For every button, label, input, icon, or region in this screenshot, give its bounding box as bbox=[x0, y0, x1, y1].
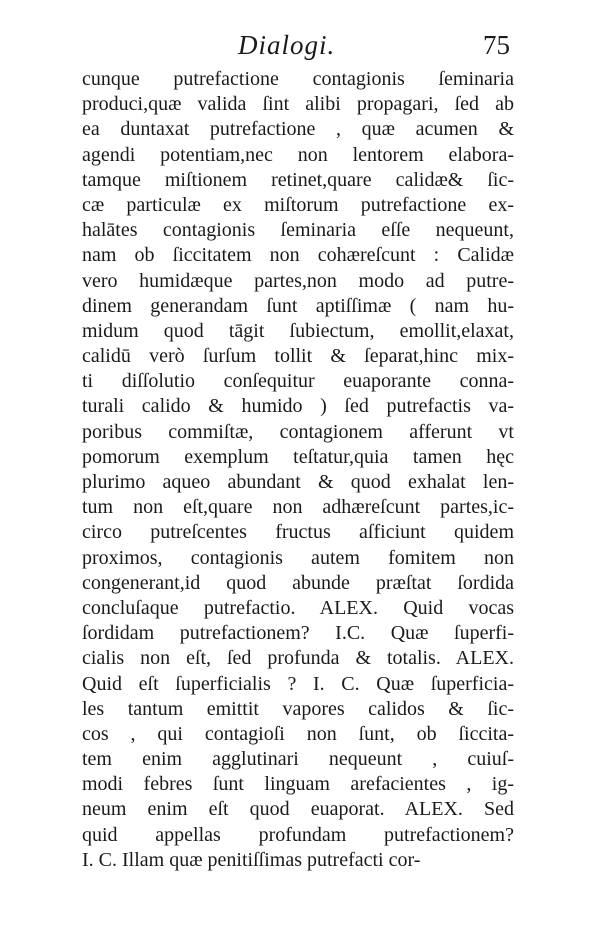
text-line: les tantum emittit vapores calidos & ſic- bbox=[82, 697, 514, 720]
text-line: tamque miſtionem retinet,quare calidæ& ſic- bbox=[82, 168, 514, 191]
text-line: pomorum exemplum teſtatur,quia tamen hęc bbox=[82, 445, 514, 468]
text-line: produci,quæ valida ſint alibi propagari, ſed ab bbox=[82, 93, 514, 116]
body-text bbox=[82, 67, 514, 873]
text-line: tem enim agglutinari nequeunt , cuiuſ- bbox=[82, 748, 514, 771]
text-line: cunque putrefactione contagionis ſeminaria bbox=[82, 68, 514, 90]
text-line: cos , qui contagioſi non ſunt, ob ſiccita- bbox=[82, 722, 514, 745]
text-line: ea duntaxat putrefactione , quæ acumen & bbox=[82, 118, 514, 141]
text-line: nam ob ſiccitatem non cohæreſcunt : Calidæ bbox=[82, 244, 514, 267]
text-line: agendi potentiam,nec non lentorem elabora- bbox=[82, 143, 514, 166]
page-number: 75 bbox=[483, 30, 510, 60]
text-line: tum non eſt,quare non adhæreſcunt partes,ic- bbox=[82, 496, 514, 519]
text-line: turali calido & humido ) ſed putrefactis va- bbox=[82, 395, 514, 418]
text-line: halātes contagionis ſeminaria eſſe nequeunt, bbox=[82, 219, 514, 242]
running-head bbox=[80, 30, 510, 70]
text-line: plurimo aqueo abundant & quod exhalat len- bbox=[82, 471, 514, 493]
text-line: ſordidam putrefactionem? I.C. Quæ ſuperfi- bbox=[82, 622, 514, 645]
text-line: calidū verò ſurſum tollit & ſeparat,hinc mix- bbox=[82, 345, 514, 368]
text-line: midum quod tāgit ſubiectum, emollit,elaxat, bbox=[82, 319, 514, 342]
text-line: vero humidæque partes,non modo ad putre- bbox=[82, 269, 514, 292]
text-line: proximos, contagionis autem fomitem non bbox=[82, 546, 514, 569]
text-line: poribus commiſtæ, contagionem afferunt vt bbox=[82, 420, 514, 443]
text-line: modi febres ſunt linguam arefacientes , ig- bbox=[82, 773, 514, 796]
text-line: neum enim eſt quod euaporat. ALEX. Sed bbox=[82, 798, 514, 821]
text-line: congenerant,id quod abunde præſtat ſordida bbox=[82, 571, 514, 594]
text-line: quid appellas profundam putrefactionem? bbox=[82, 823, 514, 846]
running-title: Dialogi. bbox=[238, 30, 336, 60]
text-line: cæ particulæ ex miſtorum putrefactione ex- bbox=[82, 193, 514, 216]
text-line: dinem generandam ſunt aptiſſimæ ( nam hu- bbox=[82, 294, 514, 317]
text-line: circo putreſcentes fructus aſficiunt quidem bbox=[82, 521, 514, 544]
text-line: cialis non eſt, ſed profunda & totalis. ALEX. bbox=[82, 647, 514, 670]
text-line: ti diſſolutio conſequitur euaporante conna- bbox=[82, 370, 514, 393]
text-line: Quid eſt ſuperficialis ? I. C. Quæ ſuperficia- bbox=[82, 672, 514, 695]
text-line: concluſaque putrefactio. ALEX. Quid vocas bbox=[82, 596, 514, 619]
text-line: I. C. Illam quæ penitiſſimas putrefacti cor- bbox=[82, 848, 421, 871]
